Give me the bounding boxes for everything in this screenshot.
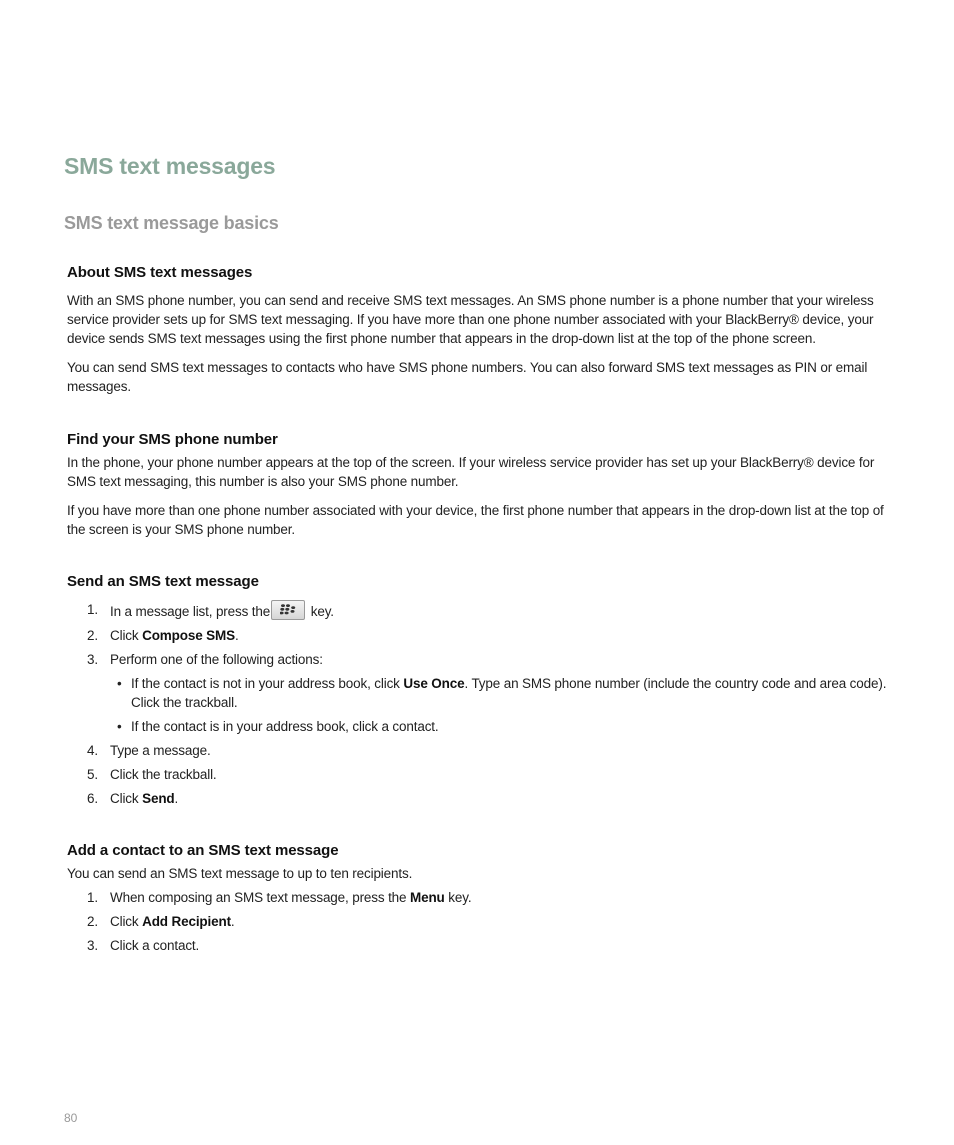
page-subtitle: SMS text message basics bbox=[64, 213, 279, 233]
sub-bullet-list bbox=[110, 674, 897, 736]
step-item: 3. Perform one of the following actions: • If the contact is not in your address book, click Use Once. Type an SMS phone number (include the country code and area code). Click the trackball. • If the contact is in your address book, click a contact. bbox=[67, 650, 897, 736]
step-item: 1. In a message list, press the key. bbox=[87, 602, 334, 619]
paragraph: You can send SMS text messages to contacts who have SMS phone numbers. You can also forward SMS text messages as PIN or email messages. bbox=[67, 360, 868, 394]
paragraph: In the phone, your phone number appears at the top of the screen. If your wireless service provider has set up your BlackBerry® device for SMS text messaging, this number is also your SMS phone number. bbox=[67, 455, 875, 489]
step-item: 3. Click a contact. bbox=[87, 938, 200, 953]
step-item: 6. Click Send. bbox=[87, 791, 179, 806]
step-item: 2. Click Compose SMS. bbox=[87, 628, 239, 643]
section-heading: About SMS text messages bbox=[67, 264, 253, 281]
section-heading: Find your SMS phone number bbox=[67, 431, 278, 448]
steps-list bbox=[67, 888, 897, 955]
section-about bbox=[67, 264, 897, 406]
section-add-contact bbox=[67, 842, 897, 960]
step-item: 5. Click the trackball. bbox=[87, 767, 217, 782]
paragraph: You can send an SMS text message to up to ten recipients. bbox=[67, 866, 413, 881]
section-heading: Add a contact to an SMS text message bbox=[67, 842, 339, 859]
page-title: SMS text messages bbox=[64, 153, 276, 179]
blackberry-menu-key-icon bbox=[271, 600, 305, 620]
section-heading: Send an SMS text message bbox=[67, 573, 259, 590]
paragraph: With an SMS phone number, you can send and receive SMS text messages. An SMS phone number is a phone number that your wireless service provider sets up for SMS text messaging. If you have more than one phone number associated with your BlackBerry® device, your device sends SMS text messages using the first phone number that appears in the drop-down list at the top of the phone screen. bbox=[67, 293, 874, 346]
section-send-sms bbox=[67, 573, 897, 813]
paragraph: If you have more than one phone number associated with your device, the first phone number that appears in the drop-down list at the top of the screen is your SMS phone number. bbox=[67, 503, 884, 537]
step-item: 2. Click Add Recipient. bbox=[87, 914, 235, 929]
steps-list bbox=[67, 600, 897, 808]
bullet-item: • If the contact is not in your address book, click Use Once. Type an SMS phone number (include the country code and area code). Click the trackball. bbox=[117, 676, 887, 710]
step-item: 1. When composing an SMS text message, press the Menu key. bbox=[87, 890, 472, 905]
bullet-item: • If the contact is in your address book, click a contact. bbox=[117, 719, 439, 734]
section-find-sms-number bbox=[67, 431, 897, 549]
step-item: 4. Type a message. bbox=[87, 743, 211, 758]
page-number: 80 bbox=[64, 1111, 78, 1125]
